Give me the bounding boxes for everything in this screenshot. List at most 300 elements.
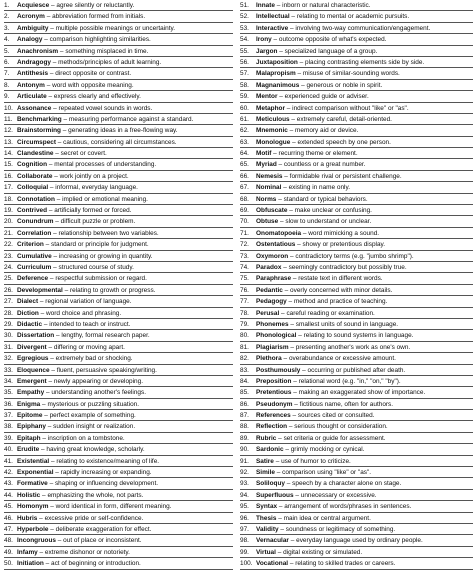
vocabulary-row — [240, 308, 473, 319]
vocabulary-definition: relating to growth or progress. — [69, 286, 156, 294]
entry-number: 24. — [4, 263, 13, 271]
separator: – — [40, 434, 48, 442]
vocabulary-term: Ostentatious — [256, 241, 296, 249]
vocabulary-term: Epiphany — [17, 423, 46, 431]
vocabulary-row — [4, 0, 233, 11]
vocabulary-definition: overly concerned with minor details. — [290, 286, 393, 294]
vocabulary-term: Divergent — [17, 343, 47, 351]
vocabulary-definition: understanding another's feelings. — [51, 389, 146, 397]
vocabulary-definition: outcome opposite of what's expected. — [278, 36, 387, 44]
vocabulary-term: Ambiguity — [17, 24, 49, 32]
separator: – — [276, 514, 284, 522]
entry-number: 5. — [4, 47, 10, 55]
entry-number: 87. — [240, 412, 249, 420]
vocabulary-term: Plagiarism — [256, 343, 289, 351]
vocabulary-term: Magnanimous — [256, 81, 300, 89]
vocabulary-definition: speech by a character alone on stage. — [292, 480, 402, 488]
entry-number: 6. — [4, 58, 10, 66]
entry-number: 89. — [240, 434, 249, 442]
entry-number: 26. — [4, 286, 13, 294]
separator: – — [47, 480, 55, 488]
vocabulary-row — [4, 478, 233, 489]
vocabulary-row — [4, 513, 233, 524]
entry-number: 61. — [240, 115, 249, 123]
vocabulary-row — [4, 46, 233, 57]
vocabulary-definition: overabundance or excessive amount. — [288, 355, 396, 363]
separator: – — [274, 2, 283, 9]
vocabulary-term: Erudite — [17, 446, 40, 454]
vocabulary-term: Jargon — [256, 47, 278, 55]
entry-number: 65. — [240, 161, 249, 169]
separator: – — [283, 446, 291, 454]
vocabulary-definition: restate text in different words. — [298, 275, 383, 283]
vocabulary-term: Antonym — [17, 81, 45, 89]
entry-number: 59. — [240, 93, 249, 101]
vocabulary-definition: work jointly on a project. — [59, 172, 129, 180]
separator: – — [49, 2, 57, 9]
vocabulary-row — [240, 456, 473, 467]
entry-number: 37. — [4, 412, 13, 420]
vocabulary-row — [240, 467, 473, 478]
vocabulary-definition: out of place or inconsistent. — [63, 537, 142, 545]
vocabulary-term: Juxtaposition — [256, 58, 298, 66]
vocabulary-term: Brainstorming — [17, 127, 61, 135]
vocabulary-term: Curriculum — [17, 263, 52, 271]
vocabulary-definition: digital existing or simulated. — [283, 548, 363, 556]
vocabulary-definition: sources cited or consulted. — [297, 412, 375, 420]
entry-number: 74. — [240, 263, 249, 271]
separator: – — [39, 446, 47, 454]
entry-number: 72. — [240, 241, 249, 249]
separator: – — [284, 480, 293, 488]
separator: – — [289, 115, 297, 123]
vocabulary-term: Simile — [256, 469, 275, 477]
vocabulary-term: Myriad — [256, 161, 277, 169]
vocabulary-term: Monologue — [256, 138, 291, 146]
vocabulary-term: Preposition — [256, 377, 292, 385]
vocabulary-definition: involving two-way communication/engagement. — [295, 24, 431, 32]
vocabulary-term: Egregious — [17, 355, 49, 363]
separator: – — [273, 457, 282, 465]
vocabulary-definition: extended speech by one person. — [297, 138, 391, 146]
separator: – — [51, 229, 59, 237]
separator: – — [51, 104, 59, 112]
vocabulary-row — [240, 376, 473, 387]
entry-number: 39. — [4, 434, 13, 442]
separator: – — [42, 36, 50, 44]
entry-number: 71. — [240, 229, 249, 237]
vocabulary-row — [4, 23, 233, 34]
vocabulary-term: Motif — [256, 150, 272, 158]
separator: – — [48, 24, 56, 32]
vocabulary-term: Incongruous — [17, 537, 56, 545]
vocabulary-row — [240, 194, 473, 205]
entry-number: 92. — [240, 469, 249, 477]
vocabulary-definition: having great knowledge, scholarly. — [46, 446, 145, 454]
separator: – — [301, 229, 309, 237]
vocabulary-row — [4, 137, 233, 148]
vocabulary-term: Paradox — [256, 263, 282, 271]
separator: – — [277, 93, 285, 101]
separator: – — [292, 400, 300, 408]
vocabulary-definition: standard or typical behaviors. — [283, 195, 368, 203]
separator: – — [53, 469, 61, 477]
separator: – — [46, 93, 54, 101]
separator: – — [52, 172, 60, 180]
entry-number: 99. — [240, 548, 249, 556]
separator: – — [276, 434, 284, 442]
entry-number: 2. — [4, 13, 10, 21]
separator: – — [300, 366, 308, 374]
vocabulary-definition: methods/principles of adult learning. — [58, 58, 162, 66]
vocabulary-row — [4, 262, 233, 273]
entry-number: 29. — [4, 320, 13, 328]
vocabulary-row — [240, 228, 473, 239]
vocabulary-row — [240, 296, 473, 307]
entry-number: 49. — [4, 548, 13, 556]
vocabulary-row — [240, 68, 473, 79]
vocabulary-row — [4, 296, 233, 307]
separator: – — [286, 298, 294, 306]
vocabulary-term: Collaborate — [17, 172, 53, 180]
vocabulary-definition: relating to skilled trades or careers. — [295, 560, 396, 568]
vocabulary-term: Nominal — [256, 184, 282, 192]
vocabulary-definition: increasing or growing in quantity. — [58, 252, 153, 260]
vocabulary-row — [240, 501, 473, 512]
vocabulary-row — [240, 137, 473, 148]
vocabulary-definition: cautious, considering all circumstances. — [63, 138, 177, 146]
vocabulary-definition: emphasizing the whole, not parts. — [47, 491, 144, 499]
vocabulary-definition: standard or principle for judgment. — [51, 241, 149, 249]
vocabulary-row — [4, 501, 233, 512]
separator: – — [38, 309, 46, 317]
vocabulary-definition: artificially formed or forced. — [54, 207, 132, 215]
vocabulary-definition: agree silently or reluctantly. — [56, 2, 135, 9]
entry-number: 40. — [4, 446, 13, 454]
vocabulary-definition: soundness or legitimacy of something. — [285, 525, 396, 533]
entry-number: 35. — [4, 389, 13, 397]
entry-number: 46. — [4, 514, 13, 522]
separator: – — [281, 355, 289, 363]
vocabulary-term: Eloquence — [17, 366, 50, 374]
vocabulary-row — [240, 444, 473, 455]
entry-number: 45. — [4, 503, 13, 511]
separator: – — [62, 286, 70, 294]
vocabulary-definition: word identical in form, different meaning. — [55, 503, 172, 511]
vocabulary-definition: relational word (e.g. "in," "on," "by"). — [298, 377, 401, 385]
vocabulary-definition: main idea or central argument. — [283, 514, 371, 522]
vocabulary-term: Epitaph — [17, 434, 41, 442]
vocabulary-definition: extremely careful, detail-oriented. — [296, 115, 392, 123]
vocabulary-term: Exponential — [17, 469, 54, 477]
vocabulary-row — [4, 228, 233, 239]
vocabulary-row — [4, 319, 233, 330]
entry-number: 73. — [240, 252, 249, 260]
vocabulary-row — [240, 91, 473, 102]
vocabulary-definition: regional variation of language. — [45, 298, 132, 306]
vocabulary-definition: fictitious name, often for authors. — [299, 400, 394, 408]
vocabulary-term: Andragogy — [17, 58, 51, 66]
vocabulary-definition: perfect example of something. — [49, 412, 136, 420]
vocabulary-row — [240, 0, 473, 11]
vocabulary-definition: express clearly and effectively. — [53, 93, 141, 101]
separator: – — [40, 400, 48, 408]
vocabulary-term: Onomatopoeia — [256, 229, 302, 237]
vocabulary-row — [240, 46, 473, 57]
vocabulary-term: Connotation — [17, 195, 55, 203]
vocabulary-row — [240, 342, 473, 353]
vocabulary-row — [240, 262, 473, 273]
vocabulary-term: Validity — [256, 525, 279, 533]
separator: – — [290, 138, 298, 146]
vocabulary-row — [4, 330, 233, 341]
vocabulary-row — [4, 433, 233, 444]
vocabulary-definition: sudden insight or realization. — [53, 423, 136, 431]
vocabulary-definition: extremely bad or shocking. — [55, 355, 133, 363]
vocabulary-column-left — [4, 0, 233, 577]
separator: – — [284, 104, 293, 112]
entry-number: 9. — [4, 93, 10, 101]
separator: – — [48, 355, 56, 363]
entry-number: 78. — [240, 309, 249, 317]
vocabulary-term: Intellectual — [256, 13, 290, 21]
vocabulary-term: Epitome — [17, 412, 43, 420]
vocabulary-row — [240, 171, 473, 182]
vocabulary-definition: use of humor to criticize. — [281, 457, 351, 465]
vocabulary-definition: showy or pretentious display. — [302, 241, 386, 249]
entry-number: 95. — [240, 503, 249, 511]
vocabulary-definition: mysterious or puzzling situation. — [47, 400, 140, 408]
vocabulary-definition: method and practice of teaching. — [293, 298, 388, 306]
entry-number: 30. — [4, 332, 13, 340]
vocabulary-term: Interactive — [256, 24, 289, 32]
vocabulary-term: Conundrum — [17, 218, 54, 226]
vocabulary-definition: intended to teach or instruct. — [49, 320, 131, 328]
vocabulary-row — [4, 11, 233, 22]
separator: – — [48, 70, 56, 78]
vocabulary-row — [240, 239, 473, 250]
vocabulary-term: Metaphor — [256, 104, 285, 112]
vocabulary-definition: generating ideas in a free-flowing way. — [68, 127, 178, 135]
vocabulary-row — [240, 285, 473, 296]
vocabulary-term: Developmental — [17, 286, 63, 294]
vocabulary-definition: excessive pride or self-confidence. — [44, 514, 144, 522]
vocabulary-term: Benchmarking — [17, 115, 62, 123]
vocabulary-row — [240, 273, 473, 284]
separator: – — [274, 469, 283, 477]
entry-number: 79. — [240, 320, 249, 328]
vocabulary-definition: countless or a great number. — [283, 161, 366, 169]
vocabulary-row — [4, 285, 233, 296]
vocabulary-row — [240, 513, 473, 524]
entry-number: 69. — [240, 207, 249, 215]
vocabulary-row — [240, 114, 473, 125]
vocabulary-row — [4, 34, 233, 45]
separator: – — [291, 275, 299, 283]
entry-number: 85. — [240, 389, 249, 397]
separator: – — [48, 503, 56, 511]
separator: – — [37, 514, 45, 522]
vocabulary-row — [4, 353, 233, 364]
vocabulary-row — [4, 399, 233, 410]
entry-number: 11. — [4, 115, 13, 123]
entry-number: 88. — [240, 423, 249, 431]
vocabulary-definition: grimly mocking or cynical. — [290, 446, 365, 454]
vocabulary-definition: relating to mental or academic pursuits. — [296, 13, 410, 21]
vocabulary-term: Criterion — [17, 241, 44, 249]
vocabulary-definition: word with opposite meaning. — [52, 81, 134, 89]
separator: – — [42, 412, 50, 420]
vocabulary-term: Didactic — [17, 320, 43, 328]
entry-number: 19. — [4, 207, 13, 215]
entry-number: 66. — [240, 172, 249, 180]
entry-number: 43. — [4, 480, 13, 488]
vocabulary-row — [240, 57, 473, 68]
vocabulary-row — [4, 547, 233, 558]
vocabulary-definition: fluent, persuasive speaking/writing. — [56, 366, 157, 374]
separator: – — [287, 207, 295, 215]
vocabulary-definition: smallest units of sound in language. — [295, 320, 399, 328]
vocabulary-term: Phonemes — [256, 320, 289, 328]
vocabulary-definition: placing contrasting elements side by side. — [305, 58, 425, 66]
entry-number: 16. — [4, 172, 13, 180]
entry-number: 7. — [4, 70, 10, 78]
vocabulary-definition: indirect comparison without "like" or "as". — [292, 104, 409, 112]
separator: – — [47, 207, 55, 215]
vocabulary-term: Rubric — [256, 434, 277, 442]
vocabulary-term: References — [256, 412, 291, 420]
separator: – — [299, 81, 307, 89]
separator: – — [38, 298, 46, 306]
vocabulary-row — [4, 182, 233, 193]
separator: – — [55, 537, 64, 545]
vocabulary-row — [4, 524, 233, 535]
vocabulary-row — [240, 125, 473, 136]
separator: – — [45, 423, 54, 431]
vocabulary-definition: making an exaggerated show of importance. — [298, 389, 426, 397]
separator: – — [288, 320, 296, 328]
entry-number: 80. — [240, 332, 249, 340]
separator: – — [282, 172, 290, 180]
separator: – — [288, 560, 296, 568]
separator: – — [278, 525, 286, 533]
separator: – — [49, 366, 57, 374]
vocabulary-term: Nemesis — [256, 172, 283, 180]
vocabulary-term: Paraphrase — [256, 275, 292, 283]
entry-number: 44. — [4, 491, 13, 499]
vocabulary-definition: everyday language used by ordinary people. — [296, 537, 423, 545]
entry-number: 67. — [240, 184, 249, 192]
vocabulary-row — [240, 410, 473, 421]
vocabulary-row — [4, 387, 233, 398]
entry-number: 18. — [4, 195, 13, 203]
separator: – — [291, 389, 299, 397]
separator: – — [44, 81, 53, 89]
vocabulary-row — [240, 11, 473, 22]
separator: – — [54, 332, 62, 340]
vocabulary-row — [240, 23, 473, 34]
vocabulary-row — [4, 467, 233, 478]
vocabulary-row — [4, 535, 233, 546]
vocabulary-row — [4, 342, 233, 353]
vocabulary-definition: unnecessary or excessive. — [300, 491, 377, 499]
vocabulary-row — [4, 421, 233, 432]
vocabulary-row — [4, 205, 233, 216]
separator: – — [287, 127, 296, 135]
separator: – — [48, 275, 56, 283]
separator: – — [277, 503, 285, 511]
separator: – — [58, 47, 66, 55]
vocabulary-term: Reflection — [256, 423, 288, 431]
vocabulary-definition: word mimicking a sound. — [308, 229, 380, 237]
vocabulary-definition: presenting another's work as one's own. — [295, 343, 411, 351]
vocabulary-term: Anachronism — [17, 47, 59, 55]
vocabulary-definition: implied or emotional meaning. — [62, 195, 148, 203]
vocabulary-term: Satire — [256, 457, 274, 465]
entry-number: 1. — [4, 2, 10, 9]
separator: – — [44, 13, 53, 21]
separator: – — [61, 127, 69, 135]
vocabulary-term: Empathy — [17, 389, 45, 397]
vocabulary-term: Deference — [17, 275, 49, 283]
vocabulary-term: Acronym — [17, 13, 45, 21]
separator: – — [48, 184, 56, 192]
vocabulary-definition: extreme dishonor or notoriety. — [44, 548, 130, 556]
entry-number: 14. — [4, 150, 13, 158]
vocabulary-term: Articulate — [17, 93, 47, 101]
entry-number: 42. — [4, 469, 13, 477]
vocabulary-row — [4, 490, 233, 501]
entry-number: 64. — [240, 150, 249, 158]
separator: – — [46, 377, 54, 385]
vocabulary-row — [4, 216, 233, 227]
vocabulary-definition: contradictory terms (e.g. "jumbo shrimp"). — [295, 252, 414, 260]
separator: – — [271, 36, 279, 44]
vocabulary-definition: word choice and phrasing. — [46, 309, 122, 317]
vocabulary-term: Mentor — [256, 93, 278, 101]
vocabulary-definition: inscription on a tombstone. — [47, 434, 125, 442]
vocabulary-term: Pseudonym — [256, 400, 293, 408]
vocabulary-row — [240, 433, 473, 444]
vocabulary-row — [240, 205, 473, 216]
vocabulary-row — [240, 34, 473, 45]
entry-number: 58. — [240, 81, 249, 89]
vocabulary-term: Virtual — [256, 548, 276, 556]
vocabulary-term: Phonological — [256, 332, 297, 340]
vocabulary-term: Formative — [17, 480, 48, 488]
vocabulary-row — [4, 308, 233, 319]
entry-number: 97. — [240, 525, 249, 533]
separator: – — [281, 184, 289, 192]
vocabulary-term: Hubris — [17, 514, 38, 522]
separator: – — [53, 218, 61, 226]
entry-number: 76. — [240, 286, 249, 294]
entry-number: 52. — [240, 13, 249, 21]
vocabulary-row — [240, 524, 473, 535]
entry-number: 96. — [240, 514, 249, 522]
vocabulary-definition: structured course of study. — [58, 263, 134, 271]
vocabulary-row — [240, 330, 473, 341]
separator: – — [61, 115, 69, 123]
entry-number: 28. — [4, 309, 13, 317]
separator: – — [287, 423, 295, 431]
entry-number: 47. — [4, 525, 13, 533]
entry-number: 62. — [240, 127, 249, 135]
vocabulary-term: Analogy — [17, 36, 43, 44]
vocabulary-definition: serious thought or consideration. — [294, 423, 388, 431]
vocabulary-definition: memory aid or device. — [295, 127, 359, 135]
vocabulary-definition: generous or noble in spirit. — [306, 81, 383, 89]
